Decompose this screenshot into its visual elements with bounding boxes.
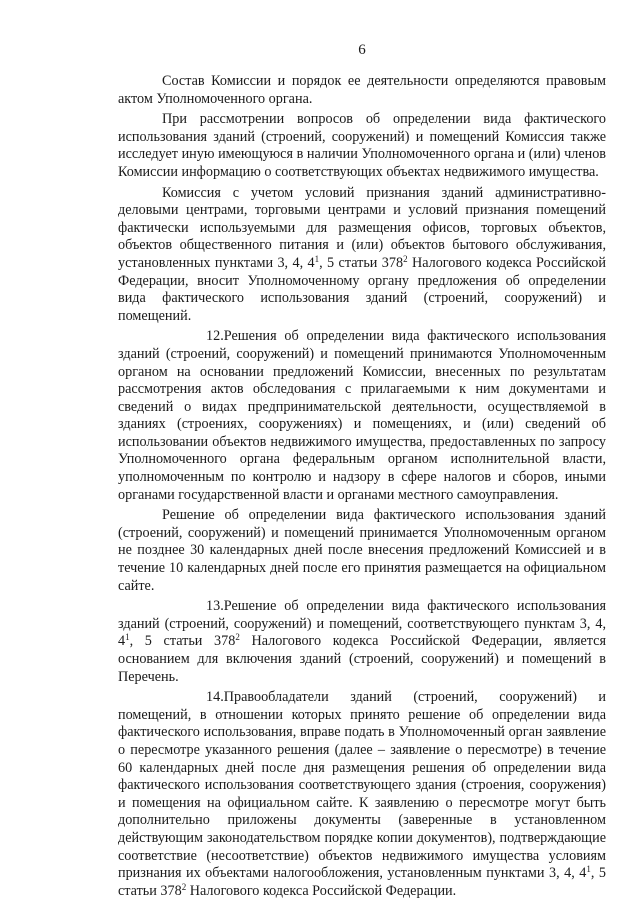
- item-number: 12.: [206, 328, 224, 345]
- paragraph-4: 12.Решения об определении вида фактического использования зданий (строений, сооружений) и помещений принимаются Уполномоченным органом на основании предложений Комиссии, внесенных по результатам рассмотрения актов обследования с прилагаемыми к ним документами и сведений о видах предпринимательской деятельности, осуществляемой в зданиях (строениях, сооружениях) и помещениях, и (или) сведений об использовании объектов недвижимого имущества, предоставленных по запросу Уполномоченного органа федеральным органом исполнительной власти, уполномоченным по контролю и надзору в сфере налогов и сборов, иными органами государственной власти и органами местного самоуправления.: [118, 328, 606, 503]
- paragraph-1: Состав Комиссии и порядок ее деятельности определяются правовым актом Уполномоченного органа.: [118, 73, 606, 107]
- item-number: 13.: [206, 598, 224, 615]
- paragraph-7: 14.Правообладатели зданий (строений, сооружений) и помещений, в отношении которых принято решение об определении вида фактического использования, вправе подать в Уполномоченный орган заявление о пересмотре указанного решения (далее – заявление о пересмотре) в течение 60 календарных дней после дня размещения решения об определении вида фактического использования соответствующего здания (строения, сооружения) и помещения на официальном сайте. К заявлению о пересмотре могут быть дополнительно приложены документы (заверенные в установленном действующим законодательством порядке копии документов), подтверждающие соответствие (несоответствие) объектов недвижимого имущества условиям признания их объектами налогообложения, установленным пунктами 3, 4, $4^1$, 5 статьи $378^2$ Налогового кодекса Российской Федерации.: [118, 689, 607, 899]
- paragraph-2: При рассмотрении вопросов об определении вида фактического использования зданий (строений, сооружений) и помещений Комиссия также исследует иную имеющуюся в наличии Уполномоченного органа и (или) членов Комиссии информацию о соответствующих объектах недвижимого имущества.: [118, 111, 606, 180]
- paragraph-5: Решение об определении вида фактического использования зданий (строений, сооружений) и помещений принимается Уполномоченным органом не позднее 30 календарных дней после внесения предложений Комиссией и в течение 10 календарных дней после его принятия размещается на официальном сайте.: [118, 507, 606, 594]
- page-number: 6: [358, 42, 366, 58]
- document-body: [118, 73, 606, 900]
- paragraph-3: Комиссия с учетом условий признания зданий административно-деловыми центрами, торговыми центрами и условий признания помещений фактически используемыми для размещения офисов, торговых объектов, объектов общественного питания и (или) объектов бытового обслуживания, установленных пунктами 3, 4, $4^1$, 5 статьи $378^2$ Налогового кодекса Российской Федерации, вносит Уполномоченному органу предложения об определении вида фактического использования зданий (строений, сооружений) и помещений.: [118, 184, 606, 324]
- item-number: 14.: [206, 689, 224, 706]
- paragraph-6: 13.Решение об определении вида фактического использования зданий (строений, сооружений) и помещений, соответствующего пунктам 3, 4, $4^1$, 5 статьи $378^2$ Налогового кодекса Российской Федерации, является основанием для включения зданий (строений, сооружений) и помещений в Перечень.: [118, 598, 606, 685]
